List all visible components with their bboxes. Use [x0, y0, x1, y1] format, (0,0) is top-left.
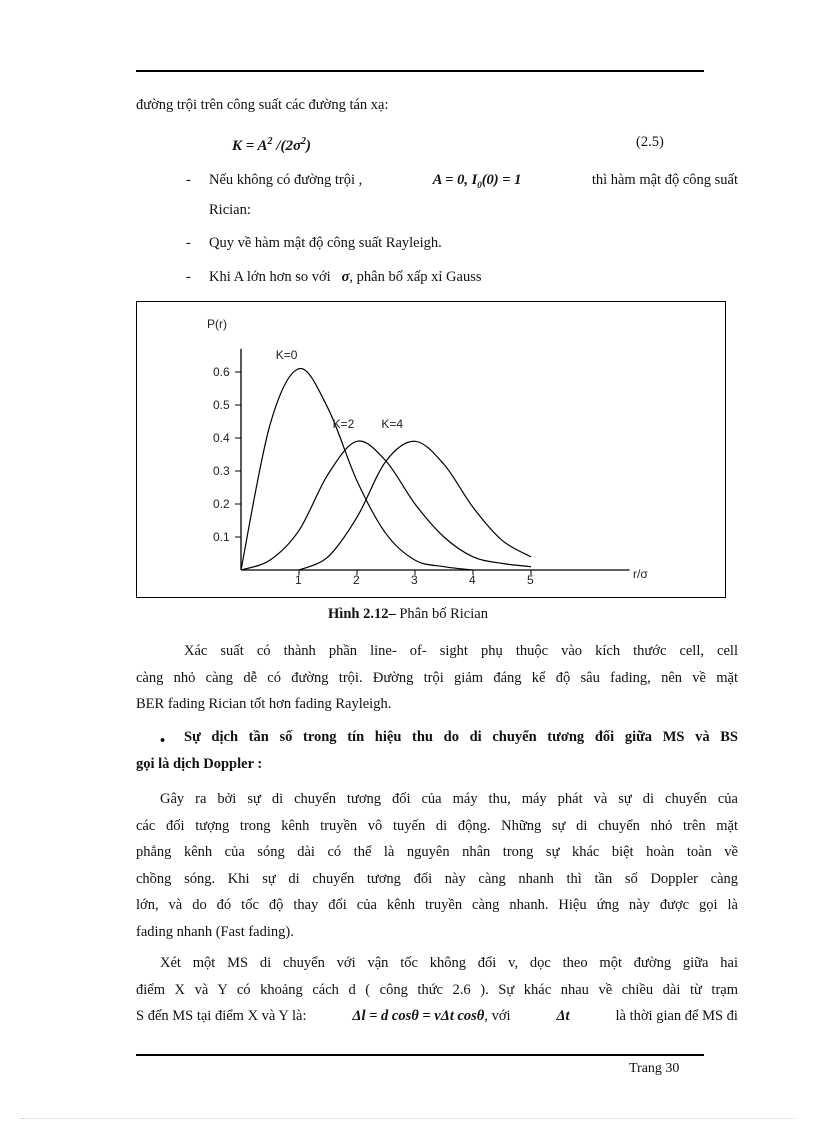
para-line: lớn, và do đó tốc độ thay đổi của kênh truyền càng nhanh. Hiệu ứng này được gọi là [136, 897, 738, 913]
series-label: K=4 [381, 417, 404, 432]
para-line: càng nhỏ càng dễ có đường trội. Đường trội giảm đáng kể độ sâu fading, nên về mặt [136, 669, 738, 686]
x-tick-label: 4 [469, 573, 476, 587]
paragraph-ms-motion [136, 950, 738, 1030]
caption-label: Hình 2.12– [328, 606, 396, 622]
chart-canvas [137, 302, 727, 599]
chart-curves [241, 368, 531, 570]
y-tick-label: 0.4 [213, 431, 230, 445]
para-line: phẳng kênh của sóng dài có thể là nguyên nhân trong sự khác biệt hoàn toàn về [136, 844, 738, 860]
intro-line: đường trội trên công suất các đường tán xạ: [136, 97, 389, 113]
bullet-2-text: Quy về hàm mật độ công suất Rayleigh. [209, 235, 442, 251]
series-label: K=0 [275, 347, 298, 362]
para-line: fading nhanh (Fast fading). [136, 923, 294, 940]
y-tick-label: 0.1 [213, 530, 230, 544]
chart-axes [241, 349, 630, 570]
paragraph-los [136, 638, 738, 718]
doppler-heading [136, 724, 738, 777]
y-tick-label: 0.6 [213, 365, 230, 379]
footer-rule [136, 1054, 704, 1056]
x-tick-label: 1 [295, 573, 302, 587]
para-line: Xác suất có thành phần line- of- sight phụ thuộc vào kích thước cell, cell [184, 643, 738, 659]
x-tick-label: 3 [411, 573, 418, 587]
caption-text: Phân bố Rician [395, 606, 488, 622]
x-tick-label: 5 [527, 573, 534, 587]
para-line: BER fading Rician tốt hơn fading Rayleigh. [136, 696, 392, 712]
page-number: Trang 30 [629, 1061, 680, 1076]
page-edge [20, 1118, 796, 1119]
dash: - [186, 172, 191, 188]
dash: - [186, 269, 191, 285]
dash: - [186, 235, 191, 251]
rician-chart [136, 301, 726, 598]
curve-k-4 [299, 441, 531, 570]
equation-number: (2.5) [636, 134, 664, 150]
heading-line: gọi là dịch Doppler : [136, 755, 263, 772]
curve-k-0 [241, 368, 473, 570]
heading-line: Sự dịch tần số trong tín hiệu thu do di chuyển tương đối giữa MS và BS [184, 729, 738, 745]
y-tick-label: 0.3 [213, 464, 230, 478]
para-line-math: S đến MS tại điểm X và Y là: Δl = d cosθ = vΔt cosθ, với Δt là thời gian để MS đi [136, 1003, 738, 1030]
paragraph-doppler [136, 786, 738, 945]
delta-l-equation: Δl = d cosθ = vΔt cosθ [352, 1008, 485, 1024]
para-line: các đối tượng trong kênh truyền vô tuyến di động. Những sự di chuyển nhỏ trên mặt [136, 817, 738, 834]
para-line: điểm X và Y có khoảng cách d ( công thức 2.6 ). Sự khác nhau về chiều dài từ trạm [136, 981, 738, 998]
chart-series-labels [276, 348, 404, 431]
x-tick-label: 2 [353, 573, 360, 587]
header-rule [136, 70, 704, 72]
bullet-dot: • [160, 733, 166, 749]
para-line: chồng sóng. Khi sự di chuyển tương đối này càng nhanh thì tần số Doppler càng [136, 870, 738, 887]
equation-k: $K = A^2$ $/(2\sigma^2)$ [232, 136, 312, 154]
y-tick-label: 0.5 [213, 398, 230, 412]
para-line: Gây ra bởi sự di chuyển tương đối của máy thu, máy phát và sự di chuyển của [160, 791, 738, 807]
series-label: K=2 [332, 417, 355, 432]
y-axis-label: P(r) [207, 317, 227, 331]
sigma-symbol: σ [341, 269, 350, 285]
para-line: Xét một MS di chuyển với vận tốc không đổi v, dọc theo một đường giữa hai [160, 955, 738, 971]
x-axis-label: r/σ [633, 567, 648, 581]
equation-a-zero: A = 0, $I_0(0) = 1$ [432, 172, 522, 190]
bullet-3-text: Khi A lớn hơn so với σ, phân bố xấp xỉ Gauss [209, 269, 482, 285]
bullet-1-line-1: Nếu không có đường trội , A = 0, $I_0(0) = 1$ thì hàm mật độ công suất [209, 170, 738, 195]
chart-ticks [213, 365, 534, 587]
delta-t-symbol: Δt [556, 1008, 570, 1024]
bullet-1-line-2: Rician: [209, 202, 251, 218]
y-tick-label: 0.2 [213, 497, 230, 511]
figure-caption [0, 606, 816, 623]
